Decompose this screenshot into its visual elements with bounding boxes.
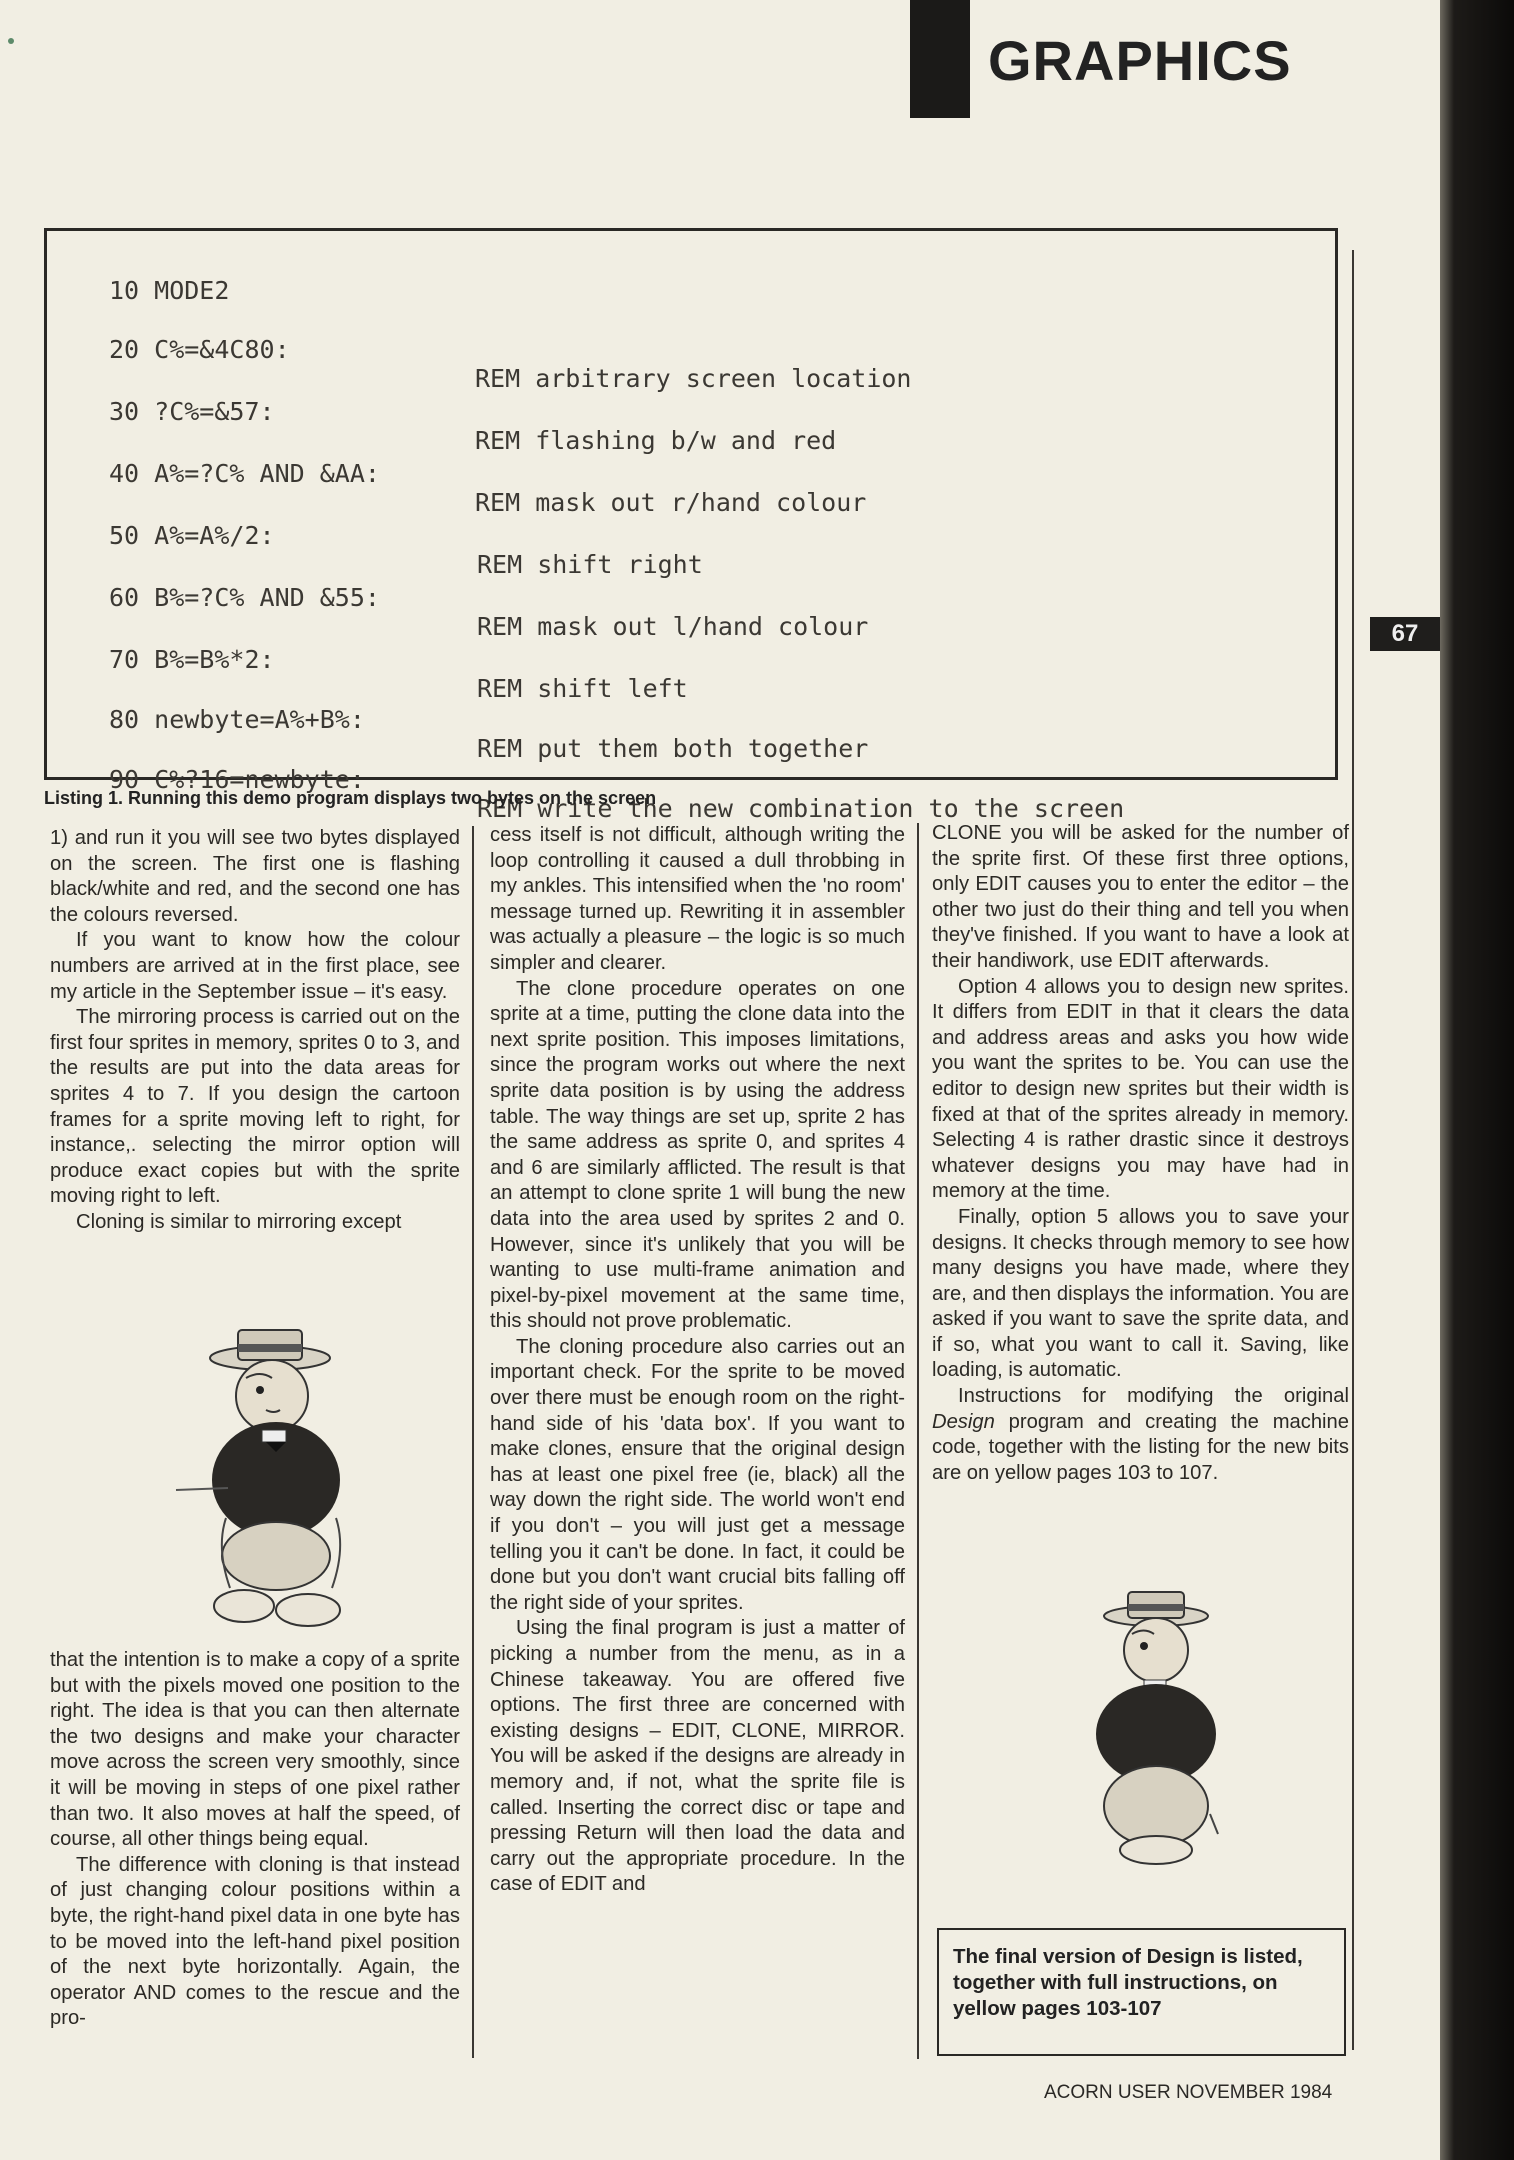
paragraph: Cloning is similar to mirroring except [76,1210,402,1233]
code-statement: 80 newbyte=A%+B%: [109,705,365,734]
paragraph: The difference with cloning is that instead of just changing colour positions within a byte, the right-hand pixel data in one byte has to be moved into the left-hand pixel position of the next byte horizontally. Again, the operator AND comes to the rescue and the pro- [50,1853,460,2030]
code-statement: 50 A%=A%/2: [109,521,275,550]
article-column-2 [490,823,905,1898]
code-remark: REM mask out l/hand colour [477,612,869,641]
paragraph: Finally, option 5 allows you to save your designs. It checks through memory to see how many designs you have made, where they are, and then displays the information. You are asked if you want to save the sprite data, and if so, what you want to call it. Saving, like loading, is automatic. [932,1205,1349,1382]
code-remark: REM arbitrary screen location [475,364,912,393]
code-remark: REM mask out r/hand colour [475,488,867,517]
page-number-tab: 67 [1370,617,1440,651]
code-statement: 60 B%=?C% AND &55: [109,583,380,612]
article-column-3 [932,821,1349,1486]
info-callout-box: The final version of Design is listed, together with full instructions, on yellow pages 103-107 [937,1928,1346,2056]
code-statement: 30 ?C%=&57: [109,397,275,426]
code-remark: REM shift right [477,550,703,579]
code-statement: 40 A%=?C% AND &AA: [109,459,380,488]
paragraph: that the intention is to make a copy of a sprite but with the pixels moved one position to the right. The idea is that you can then alternate the two designs and make your character move across the screen very smoothly, since it will be moving in steps of one pixel rather than two. It also moves at half the speed, of course, all other things being equal. [50,1649,460,1851]
paragraph: If you want to know how the colour numbers are arrived at in the first place, see my article in the September issue – it's easy. [50,929,460,1003]
article-column-1-top [50,826,460,1236]
code-remark: REM flashing b/w and red [475,426,837,455]
paragraph: CLONE you will be asked for the number of the sprite first. Of these first three options, only EDIT causes you to enter the editor – the other two just do their thing and tell you when they've finished. If you want to have a look at their handiwork, use EDIT afterwards. [932,822,1349,972]
code-remark: REM shift left [477,674,688,703]
code-statement: 90 C%?16=newbyte: [109,765,365,794]
paragraph: Option 4 allows you to design new sprites. It differs from EDIT in that it clears the data and address areas and asks you how wide you want the sprites to be. You can use the editor to design new sprites but their width is fixed at that of the sprites already in memory. Selecting 4 is rather drastic since it destroys whatever designs you may have had in memory at the time. [932,975,1349,1203]
paragraph: cess itself is not difficult, although writing the loop controlling it caused a dull throbbing in my ankles. This intensified when the 'no room' message turned up. Rewriting it in assembler was actually a pleasure – the logic is so much simpler and clearer. [490,824,905,974]
code-statement: 10 MODE2 [109,276,230,305]
page-margin-rule [1352,250,1354,2050]
column-rule [472,826,474,2058]
print-speck [8,38,14,44]
page-footer: ACORN USER NOVEMBER 1984 [1044,2082,1333,2103]
cartoon-sprite-figure-right [1060,1584,1250,1874]
section-title: GRAPHICS [988,29,1292,92]
paragraph: The mirroring process is carried out on the first four sprites in memory, sprites 0 to 3, and the results are put into the data areas for sprites 4 to 7. If you design the cartoon frames for a sprite moving left to right, for instance,. selecting the mirror option will produce exact copies but with the sprite moving right to left. [50,1006,460,1208]
paragraph-text: program and creating the machine code, together with the listing for the new bits are on yellow pages 103 to 107. [932,1410,1349,1484]
paragraph: The clone procedure operates on one sprite at a time, putting the clone data into the next sprite position. This imposes limitations, since the program works out where the next sprite data position is by using the address table. The way things are set up, sprite 2 has the same address as sprite 0, and sprites 4 and 6 are similarly afflicted. The result is that an attempt to clone sprite 1 will bung the new data into the area used by sprites 2 and 0. However, since it's unlikely that you will be wanting to use multi-frame animation and pixel-by-pixel movement at the same time, this should not prove problematic. [490,977,905,1333]
paragraph: 1) and run it you will see two bytes displayed on the screen. The first one is flashing black/white and red, and the second one has the colours reversed. [50,827,460,926]
program-name: Design [932,1410,995,1433]
paragraph: Using the final program is just a matter of picking a number from the menu, as in a Chinese takeaway. You are offered five options. The first three are concerned with existing designs – EDIT, CLONE, MIRROR. You will be asked if the designs are already in memory and, if not, what the sprite file is called. Inserting the correct disc or tape and pressing Return will then load the data and carry out the appropriate procedure. In the case of EDIT and [490,1617,905,1896]
cartoon-sprite-figure-left [166,1318,376,1638]
column-rule [917,823,919,2059]
code-remark: REM write the new combination to the screen [477,794,1125,823]
code-remark: REM put them both together [477,734,869,763]
listing-caption: Listing 1. Running this demo program displays two bytes on the screen [44,788,657,808]
code-statement: 20 C%=&4C80: [109,335,290,364]
code-statement: 70 B%=B%*2: [109,645,275,674]
paragraph: The cloning procedure also carries out an important check. For the sprite to be moved over there must be enough room on the right-hand side of his 'data box'. If you want to make clones, ensure that the original design has at least one pixel free (ie, black) all the way down the right side. The world won't end if you don't – you will just get a message telling you it can't be done. In fact, it could be done but you don't want crucial bits falling off the right side of your sprites. [490,1335,905,1614]
paragraph-text: Instructions for modifying the original [958,1385,1349,1408]
paragraph [932,1384,1349,1486]
page-edge-shadow [1440,0,1514,2160]
article-column-1-bottom [50,1648,460,2032]
section-marker-bar [910,0,970,118]
